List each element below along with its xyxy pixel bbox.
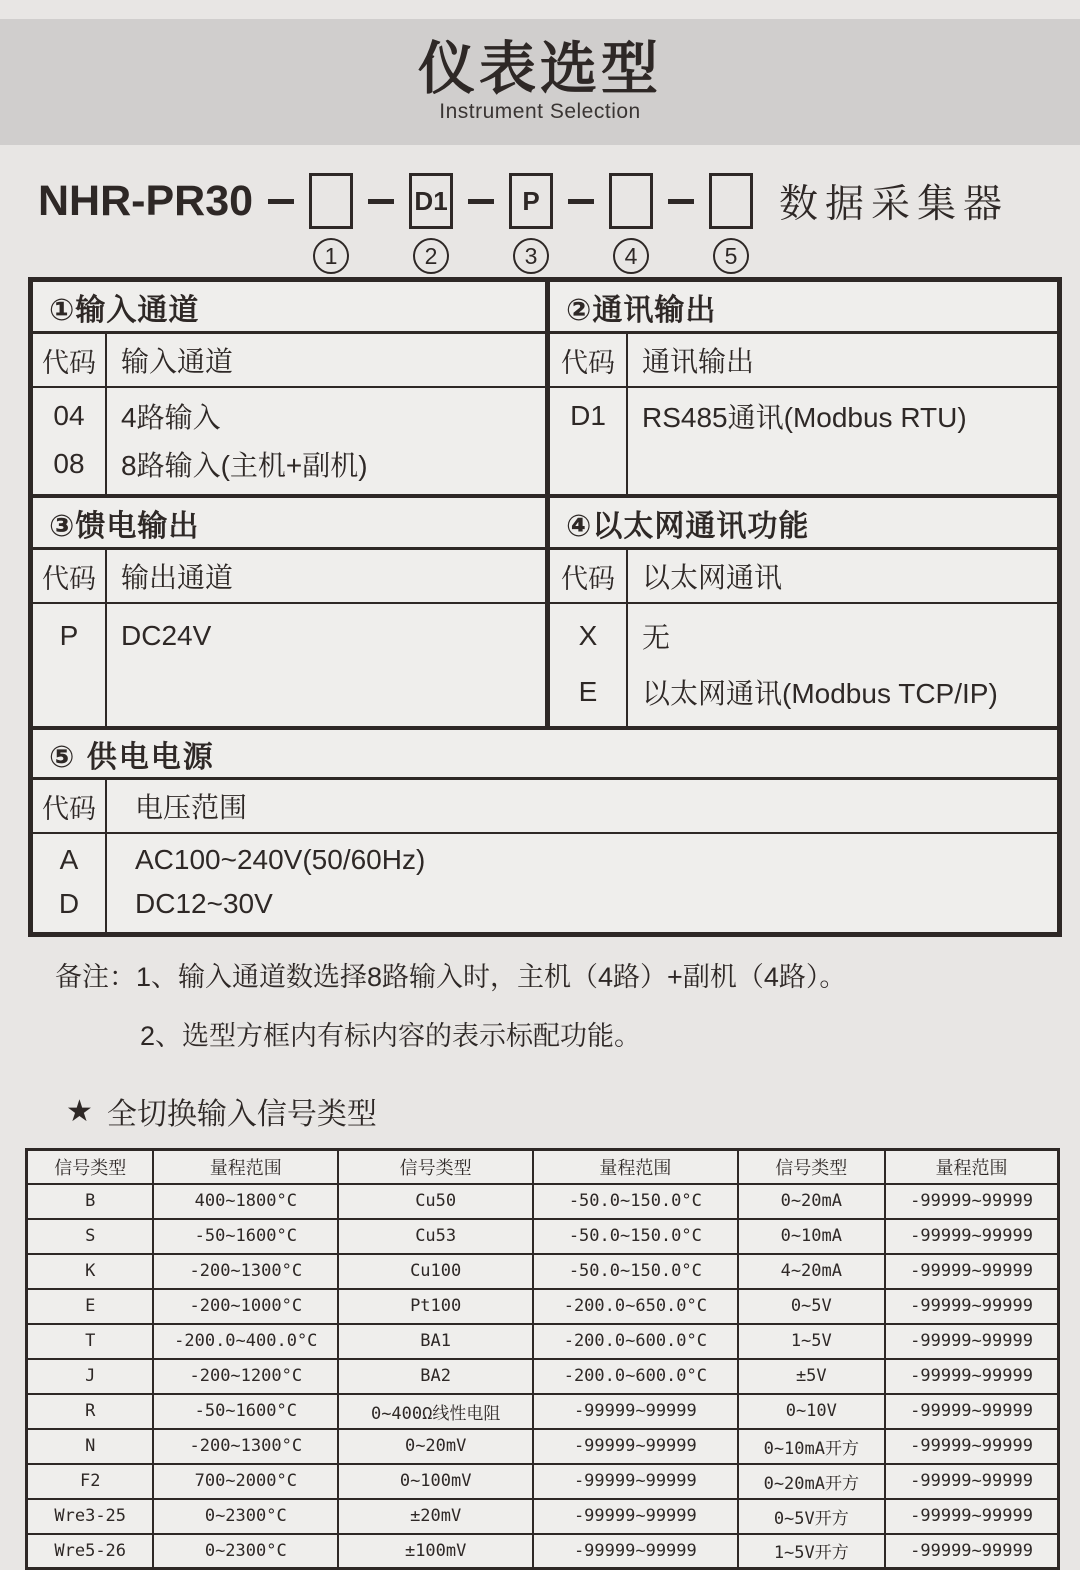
column-header-code: 代码 [33, 334, 107, 386]
column-header-desc: 以太网通讯 [642, 562, 783, 593]
table-row [27, 1219, 1059, 1254]
signal-column-header: 量程范围 [533, 1150, 737, 1184]
table-cell: Cu50 [338, 1184, 533, 1219]
option-code: 04 [53, 400, 85, 431]
table-cell: -50~1600°C [153, 1394, 338, 1429]
option-code: D1 [570, 400, 606, 431]
option-desc: 4路输入 [121, 402, 221, 433]
table-cell: 0~10mA [738, 1219, 886, 1254]
table-cell: ±5V [738, 1359, 886, 1394]
column-header-code: 代码 [33, 550, 107, 602]
table-cell: 0~20mV [338, 1429, 533, 1464]
slot-number-5: 5 [713, 238, 749, 274]
table-cell: N [27, 1429, 154, 1464]
table-cell: F2 [27, 1464, 154, 1499]
dash-separator [368, 199, 394, 204]
table-cell: 0~100mV [338, 1464, 533, 1499]
table-cell: -99999~99999 [885, 1499, 1058, 1534]
table-cell: T [27, 1324, 154, 1359]
table-cell: -200.0~400.0°C [153, 1324, 338, 1359]
model-code-line [38, 171, 1080, 277]
table-cell: 4~20mA [738, 1254, 886, 1289]
table-cell: B [27, 1184, 154, 1219]
table-cell: -99999~99999 [885, 1254, 1058, 1289]
table-cell: ±20mV [338, 1499, 533, 1534]
slot-number-2: 2 [413, 238, 449, 274]
model-slot-2 [409, 173, 453, 269]
table-cell: -99999~99999 [885, 1324, 1058, 1359]
model-slot-1 [309, 173, 353, 269]
table-row [27, 1499, 1059, 1534]
table-row [27, 1184, 1059, 1219]
table-cell: -99999~99999 [885, 1289, 1058, 1324]
signal-table-caption [66, 1089, 1080, 1133]
option-code: E [578, 676, 598, 707]
dash-separator [468, 199, 494, 204]
table-cell: -99999~99999 [533, 1534, 737, 1569]
signal-column-header: 信号类型 [338, 1150, 533, 1184]
model-slot-3 [509, 173, 553, 269]
table-cell: Pt100 [338, 1289, 533, 1324]
table-cell: 700~2000°C [153, 1464, 338, 1499]
table-cell: 400~1800°C [153, 1184, 338, 1219]
dash-separator [568, 199, 594, 204]
table-cell: -200~1300°C [153, 1254, 338, 1289]
table-row [27, 1394, 1059, 1429]
table-cell: -99999~99999 [533, 1464, 737, 1499]
table-cell: -99999~99999 [533, 1394, 737, 1429]
remarks [55, 955, 1080, 1053]
table-cell: -99999~99999 [885, 1184, 1058, 1219]
table-row [27, 1359, 1059, 1394]
signal-column-header: 量程范围 [153, 1150, 338, 1184]
table-cell: 0~2300°C [153, 1534, 338, 1569]
table-cell: -99999~99999 [885, 1219, 1058, 1254]
table-row [27, 1464, 1059, 1499]
table-cell: K [27, 1254, 154, 1289]
signal-table-header-row [27, 1150, 1059, 1184]
column-header-desc: 输入通道 [121, 346, 234, 377]
section-title-input-channel: ①输入通道 [33, 282, 545, 334]
table-cell: -200~1000°C [153, 1289, 338, 1324]
column-header-code: 代码 [550, 334, 628, 386]
option-desc: AC100~240V(50/60Hz) [135, 844, 426, 875]
option-desc: DC12~30V [135, 888, 273, 919]
page [0, 19, 1080, 1564]
table-cell: 0~5V开方 [738, 1499, 886, 1534]
option-desc: 8路输入(主机+副机) [121, 450, 368, 481]
table-cell: 0~20mA [738, 1184, 886, 1219]
table-cell: -50.0~150.0°C [533, 1254, 737, 1289]
slot-number-3: 3 [513, 238, 549, 274]
table-row [27, 1429, 1059, 1464]
signal-caption-text: 全切换输入信号类型 [106, 1098, 377, 1131]
remark-1: 备注：1、输入通道数选择8路输入时，主机（4路）+副机（4路）。 [55, 962, 847, 992]
table-cell: BA2 [338, 1359, 533, 1394]
table-cell: -99999~99999 [885, 1429, 1058, 1464]
model-prefix: NHR-PR30 [38, 176, 254, 225]
column-header-desc: 输出通道 [121, 562, 234, 593]
page-title: 仪表选型 [418, 37, 662, 102]
option-code: P [59, 620, 79, 651]
table-cell: -99999~99999 [885, 1359, 1058, 1394]
model-slot-5 [709, 173, 753, 269]
table-cell: ±100mV [338, 1534, 533, 1569]
table-cell: Cu53 [338, 1219, 533, 1254]
section-title-ethernet: ④以太网通讯功能 [550, 498, 1057, 550]
table-row [27, 1324, 1059, 1359]
slot-code: P [522, 185, 540, 216]
section-title-power-supply: ⑤ 供电电源 [33, 730, 1057, 780]
section-title-feed-output: ③馈电输出 [33, 498, 545, 550]
signal-column-header: 信号类型 [27, 1150, 154, 1184]
option-desc: DC24V [121, 620, 212, 651]
signal-column-header: 量程范围 [885, 1150, 1058, 1184]
section-title-comm-output: ②通讯输出 [550, 282, 1057, 334]
option-desc: 以太网通讯(Modbus TCP/IP) [642, 678, 998, 709]
table-cell: -99999~99999 [533, 1429, 737, 1464]
column-header-code: 代码 [33, 780, 107, 832]
signal-type-table [25, 1148, 1060, 1570]
table-cell: 1~5V [738, 1324, 886, 1359]
table-cell: -99999~99999 [885, 1464, 1058, 1499]
column-header-desc: 电压范围 [135, 792, 248, 823]
product-name: 数据采集器 [779, 183, 1010, 226]
column-header-code: 代码 [550, 550, 628, 602]
option-desc: 无 [642, 622, 671, 653]
table-cell: 1~5V开方 [738, 1534, 886, 1569]
option-code: A [59, 844, 79, 875]
table-row [27, 1534, 1059, 1569]
model-slot-4 [609, 173, 653, 269]
table-cell: -50.0~150.0°C [533, 1219, 737, 1254]
slot-code: D1 [414, 185, 448, 216]
slot-number-4: 4 [613, 238, 649, 274]
option-code: D [58, 888, 80, 919]
table-cell: 0~10V [738, 1394, 886, 1429]
table-cell: BA1 [338, 1324, 533, 1359]
table-cell: 0~20mA开方 [738, 1464, 886, 1499]
remark-2: 2、选型方框内有标内容的表示标配功能。 [140, 1021, 642, 1051]
table-cell: 0~2300°C [153, 1499, 338, 1534]
table-cell: -99999~99999 [885, 1534, 1058, 1569]
table-cell: 0~400Ω线性电阻 [338, 1394, 533, 1429]
selection-table [28, 277, 1062, 937]
table-cell: Wre5-26 [27, 1534, 154, 1569]
table-cell: -99999~99999 [533, 1499, 737, 1534]
dash-separator [268, 199, 294, 204]
table-cell: Cu100 [338, 1254, 533, 1289]
table-cell: S [27, 1219, 154, 1254]
table-cell: -200.0~600.0°C [533, 1324, 737, 1359]
table-cell: -50~1600°C [153, 1219, 338, 1254]
signal-column-header: 信号类型 [738, 1150, 886, 1184]
table-row [27, 1289, 1059, 1324]
column-header-desc: 通讯输出 [642, 346, 755, 377]
dash-separator [668, 199, 694, 204]
option-code: 08 [53, 448, 85, 479]
option-desc: RS485通讯(Modbus RTU) [642, 402, 967, 433]
table-cell: E [27, 1289, 154, 1324]
table-cell: -200~1200°C [153, 1359, 338, 1394]
slot-number-1: 1 [313, 238, 349, 274]
star-icon: ★ [66, 1094, 93, 1128]
title-banner [0, 19, 1080, 145]
table-cell: -200~1300°C [153, 1429, 338, 1464]
table-cell: J [27, 1359, 154, 1394]
table-cell: R [27, 1394, 154, 1429]
table-cell: -200.0~600.0°C [533, 1359, 737, 1394]
table-cell: 0~5V [738, 1289, 886, 1324]
table-cell: 0~10mA开方 [738, 1429, 886, 1464]
table-cell: -99999~99999 [885, 1394, 1058, 1429]
page-subtitle: Instrument Selection [439, 99, 641, 123]
table-cell: Wre3-25 [27, 1499, 154, 1534]
table-row [27, 1254, 1059, 1289]
table-cell: -50.0~150.0°C [533, 1184, 737, 1219]
table-cell: -200.0~650.0°C [533, 1289, 737, 1324]
option-code: X [578, 620, 598, 651]
